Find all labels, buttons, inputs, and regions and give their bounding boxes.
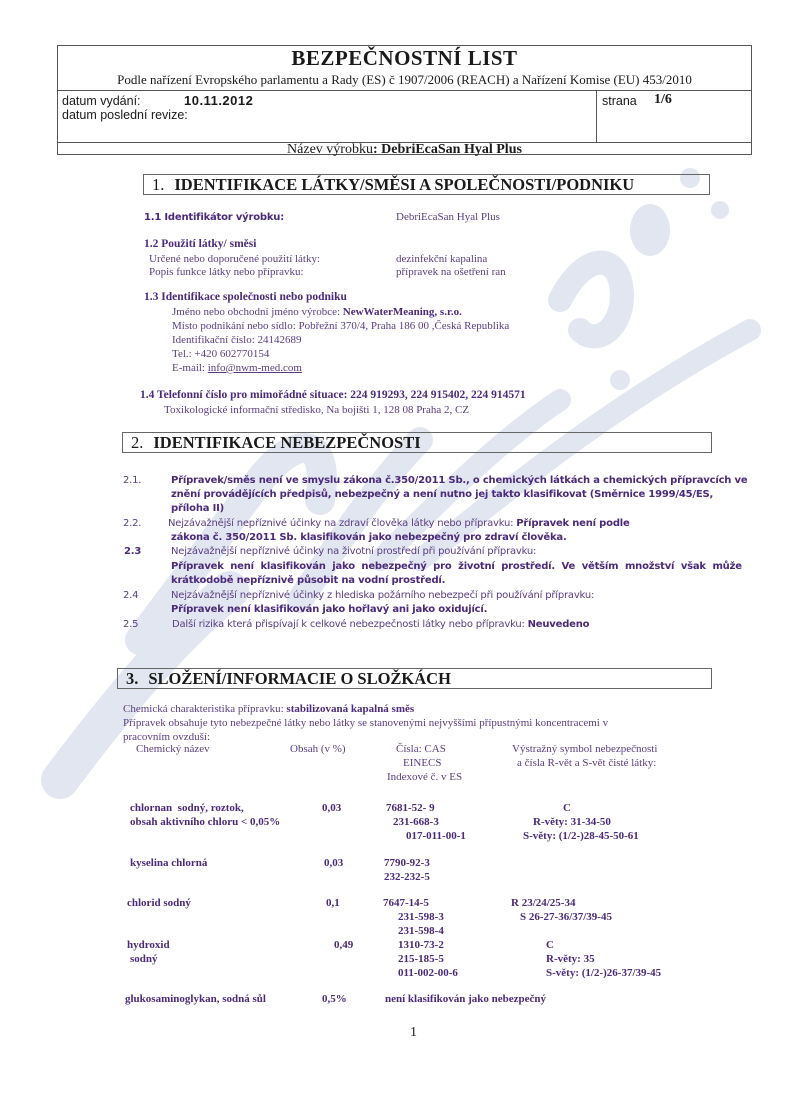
cell-content: 0,03: [324, 857, 344, 869]
cell-einecs: 231-668-3: [393, 816, 439, 828]
hazard-conclusion-line: krátkodobě nepříznivě působit na vodní prostředí.: [171, 575, 446, 586]
hazard-conclusion-line: Přípravek není klasifikován jako nebezpečný pro životní prostředí. Ve větším množství však může: [171, 561, 742, 572]
hazard-text-line: Nejzávažnější nepříznivé účinky z hlediska požárního nebezpečí při používání přípravku:: [171, 590, 595, 601]
s13-name-label: Jméno nebo obchodní jméno výrobce:: [172, 306, 343, 318]
s13-company: [172, 306, 462, 318]
revision-date-label: datum poslední revize:: [62, 108, 188, 122]
s13-email-label: E-mail:: [172, 362, 208, 374]
s11-value: DebriEcaSan Hyal Plus: [396, 211, 500, 223]
s13-address: Místo podnikání nebo sídlo: Pobřežní 370/4, Praha 186 00 ,Česká Republika: [172, 320, 510, 332]
section-1-title: IDENTIFIKACE LÁTKY/SMĚSI A SPOLEČNOSTI/PODNIKU: [174, 175, 635, 194]
section-2-title: IDENTIFIKACE NEBEZPEČNOSTI: [153, 433, 421, 452]
document-title: BEZPEČNOSTNÍ LIST: [291, 46, 518, 70]
hazard-conclusion-line: Přípravek není klasifikován jako hořlavý ani jako oxidující.: [171, 604, 488, 615]
s13-id: Identifikační číslo: 24142689: [172, 334, 302, 346]
hazard-text-line: znění provádějících předpisů, nebezpečný a není nutno jej takto klasifikovat (Směrnice 1999/45/ES,: [171, 489, 714, 500]
chem-characteristic: [123, 703, 414, 715]
section-2-heading: [122, 432, 712, 453]
s12-func-label: Popis funkce látky nebo přípravku:: [149, 266, 304, 278]
chem-char-label: Chemická charakteristika přípravku:: [123, 703, 287, 715]
s14-emergency-phones: 1.4 Telefonní číslo pro mimořádné situace: 224 919293, 224 915402, 224 914571: [140, 389, 526, 401]
cell-s-phrases: S-věty: (1/2-)28-45-50-61: [523, 830, 639, 842]
hazard-text-line: Přípravek/směs není ve smyslu zákona č.350/2011 Sb., o chemických látkách a chemických přípravcích ve: [171, 475, 748, 486]
cell-index: 011-002-00-6: [398, 967, 458, 979]
hazard-text: Nejzávažnější nepříznivé účinky na zdraví člověka látky nebo přípravku:: [168, 518, 517, 529]
s12-label: 1.2 Použití látky/ směsi: [144, 238, 257, 250]
email-link[interactable]: info@nwm-med.com: [207, 362, 302, 374]
issue-date-value: 10.11.2012: [184, 93, 254, 108]
hazard-num: 2.4: [123, 590, 139, 601]
col-header-numbers-index: Indexové č. v ES: [387, 771, 463, 783]
section-2-number: 2.: [131, 433, 144, 452]
cell-einecs: 215-185-5: [398, 953, 444, 965]
cell-index: 017-011-00-1: [406, 830, 466, 842]
section-3-heading: [117, 668, 712, 689]
page-label: strana: [602, 94, 637, 108]
s13-tel: Tel.: +420 602770154: [172, 348, 270, 360]
cell-content: 0,1: [326, 897, 340, 909]
s14-tox-center: Toxikologické informační středisko, Na bojišti 1, 128 08 Praha 2, CZ: [164, 404, 470, 416]
col-header-name: Chemický název: [136, 743, 210, 755]
hazard-text-line: Nejzávažnější nepříznivé účinky na životní prostředí při používání přípravku:: [171, 546, 537, 557]
col-header-content: Obsah (v %): [290, 743, 346, 755]
hazard-text-line: příloha II): [171, 503, 224, 514]
section-1-heading: [143, 174, 710, 195]
hazard-num: 2.3: [124, 546, 142, 557]
section-3-number: 3.: [126, 669, 139, 688]
cell-einecs: 232-232-5: [384, 871, 430, 883]
product-label: Název výrobku: [287, 142, 373, 157]
cell-einecs-2: 231-598-4: [398, 925, 444, 937]
cell-name: kyselina chlorná: [130, 857, 208, 869]
composition-intro-2: pracovním ovzduší:: [123, 731, 211, 743]
cell-r-phrases: R-věty: 35: [546, 953, 595, 965]
cell-r-phrases: R-věty: 31-34-50: [533, 816, 611, 828]
hazard-text: Další rizika která přispívají k celkové nebezpečnosti látky nebo přípravku:: [172, 619, 528, 630]
s12-func-value: přípravek na ošetření ran: [396, 266, 506, 278]
s13-email: [172, 362, 302, 374]
header-divider: [596, 91, 597, 143]
section-3-title: SLOŽENÍ/INFORMACIE O SLOŽKÁCH: [148, 669, 451, 688]
s11-label: 1.1 Identifikátor výrobku:: [144, 212, 284, 223]
chem-char-value: stabilizovaná kapalná směs: [286, 703, 415, 715]
page-value: 1/6: [654, 92, 672, 107]
cell-name: hydroxid: [127, 939, 170, 951]
cell-cas: 7681-52- 9: [386, 802, 435, 814]
cell-r-phrases: R 23/24/25-34: [511, 897, 576, 909]
page-number: 1: [410, 1025, 417, 1040]
cell-s-phrases: S 26-27-36/37/39-45: [520, 911, 612, 923]
composition-intro-1: Přípravek obsahuje tyto nebezpečné látky nebo látky se stanovenými nejvyššími přípustnými koncentracemi v: [123, 717, 609, 729]
cell-symbol: C: [546, 939, 554, 951]
hazard-text-line: [172, 619, 589, 630]
hazard-conclusion: Přípravek není podle: [516, 518, 630, 529]
cell-classification-note: není klasifikován jako nebezpečný: [385, 993, 547, 1005]
col-header-numbers-cas: Čísla: CAS: [396, 743, 446, 755]
cell-content: 0,5%: [322, 993, 347, 1005]
cell-name: obsah aktivního chloru < 0,05%: [130, 816, 281, 828]
cell-s-phrases: S-věty: (1/2-)26-37/39-45: [546, 967, 662, 979]
col-header-symbol-2: a čísla R-vět a S-vět čisté látky:: [517, 757, 657, 769]
col-header-symbol-1: Výstražný symbol nebezpečnosti: [512, 743, 658, 755]
cell-name: chlornan sodný, roztok,: [130, 802, 244, 814]
section-1-number: 1.: [152, 175, 165, 194]
hazard-conclusion: Neuvedeno: [527, 619, 590, 630]
hazard-conclusion-line: zákona č. 350/2011 Sb. klasifikován jako nebezpečný pro zdraví člověka.: [171, 532, 567, 543]
hazard-num: 2.5: [123, 619, 139, 630]
s12-use-value: dezinfekční kapalina: [396, 253, 488, 265]
s13-company-name: NewWaterMeaning, s.r.o.: [342, 306, 462, 318]
col-header-numbers-einecs: EINECS: [403, 757, 442, 769]
issue-date-label: datum vydání:: [62, 94, 141, 108]
hazard-num: 2.2.: [123, 518, 142, 529]
product-name: : DebriEcaSan Hyal Plus: [372, 142, 522, 157]
document-regulation: Podle nařízení Evropského parlamentu a Rady (ES) č 1907/2006 (REACH) a Nařízení Komise (EU) 453/2010: [117, 72, 692, 87]
document-header: [57, 45, 752, 155]
hazard-num: 2.1.: [123, 475, 142, 486]
cell-name: glukosaminoglykan, sodná sůl: [125, 993, 266, 1005]
s12-use-label: Určené nebo doporučené použití látky:: [149, 253, 321, 265]
cell-symbol: C: [563, 802, 571, 814]
cell-einecs: 231-598-3: [398, 911, 444, 923]
s13-label: 1.3 Identifikace společnosti nebo podniku: [144, 291, 347, 303]
cell-cas: 7790-92-3: [384, 857, 430, 869]
cell-name: chlorid sodný: [127, 897, 191, 909]
hazard-text-line: [168, 518, 630, 529]
cell-content: 0,03: [322, 802, 342, 814]
product-name-line: [58, 142, 751, 158]
cell-cas: 7647-14-5: [383, 897, 429, 909]
cell-cas: 1310-73-2: [398, 939, 444, 951]
cell-content: 0,49: [334, 939, 354, 951]
cell-name: sodný: [130, 953, 158, 965]
